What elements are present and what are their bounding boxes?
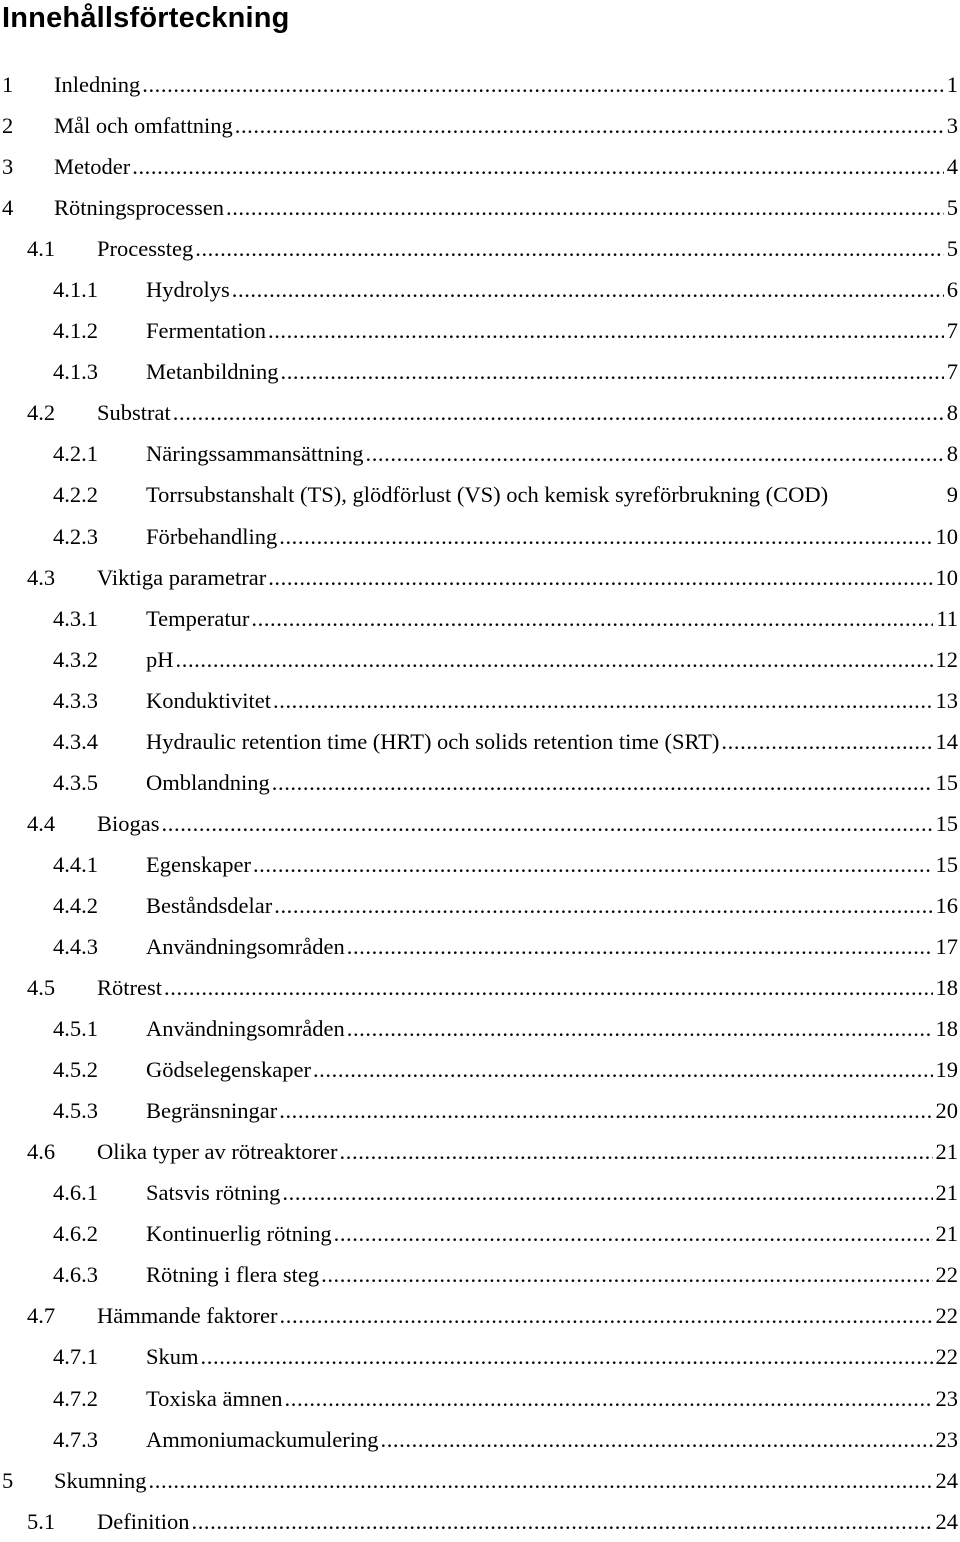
toc-entry-title: Mål och omfattning — [54, 105, 233, 146]
toc-entry[interactable] — [0, 1254, 960, 1295]
toc-entry-title: Skumning — [54, 1460, 147, 1501]
toc-dot-leader — [176, 639, 933, 680]
toc-entry-title: Inledning — [54, 64, 140, 105]
toc-entry[interactable] — [0, 680, 960, 721]
toc-entry-number: 4.3.3 — [0, 680, 146, 721]
toc-entry-title: Ammoniumackumulering — [146, 1419, 378, 1460]
toc-entry-number: 4.3.2 — [0, 639, 146, 680]
toc-dot-leader — [268, 557, 932, 598]
toc-dot-leader — [142, 64, 944, 105]
toc-entry-title: Temperatur — [146, 598, 249, 639]
toc-entry-page-number: 23 — [936, 1419, 960, 1460]
toc-entry-number: 4.3.4 — [0, 721, 146, 762]
toc-entry-page-number: 22 — [936, 1336, 960, 1377]
toc-dot-leader — [334, 1213, 933, 1254]
toc-entry-title: Kontinuerlig rötning — [146, 1213, 332, 1254]
toc-entry-number: 4.2.2 — [0, 474, 146, 515]
toc-dot-leader — [340, 1131, 933, 1172]
toc-entry[interactable] — [0, 1295, 960, 1336]
toc-entry[interactable] — [0, 1008, 960, 1049]
toc-entry[interactable] — [0, 1172, 960, 1213]
toc-entry[interactable] — [0, 1049, 960, 1090]
toc-entry-page-number: 22 — [936, 1254, 960, 1295]
toc-entry-page-number: 12 — [936, 639, 960, 680]
toc-entry-number: 4.2.3 — [0, 516, 146, 557]
toc-entry-title: Egenskaper — [146, 844, 251, 885]
toc-entry-page-number: 14 — [936, 721, 960, 762]
toc-dot-leader — [268, 310, 944, 351]
toc-entry-number: 4.3 — [0, 557, 97, 598]
toc-entry-title: Metoder — [54, 146, 130, 187]
toc-entry-page-number: 8 — [947, 433, 960, 474]
toc-entry-title: Skum — [146, 1336, 199, 1377]
toc-entry[interactable] — [0, 433, 960, 474]
toc-entry-number: 4.4.3 — [0, 926, 146, 967]
toc-entry-page-number: 15 — [936, 762, 960, 803]
toc-entry-number: 5 — [0, 1460, 54, 1501]
toc-entry[interactable] — [0, 598, 960, 639]
toc-dot-leader — [173, 392, 944, 433]
toc-dot-leader — [191, 1501, 932, 1542]
toc-entry[interactable] — [0, 639, 960, 680]
toc-dot-leader — [149, 1460, 933, 1501]
toc-entry-page-number: 3 — [947, 105, 960, 146]
toc-entry-page-number: 5 — [947, 228, 960, 269]
toc-dot-leader — [164, 967, 933, 1008]
toc-dot-leader — [380, 1419, 932, 1460]
toc-entry-title: Hydraulic retention time (HRT) och solids retention time (SRT) — [146, 721, 719, 762]
toc-dot-leader — [195, 228, 944, 269]
toc-entry[interactable] — [0, 310, 960, 351]
toc-entry-page-number: 21 — [936, 1213, 960, 1254]
toc-entry-number: 4.7.2 — [0, 1378, 146, 1419]
toc-entry-page-number: 22 — [936, 1295, 960, 1336]
toc-entry-number: 4.2.1 — [0, 433, 146, 474]
toc-entry[interactable] — [0, 967, 960, 1008]
toc-entry[interactable] — [0, 1090, 960, 1131]
toc-entry[interactable] — [0, 885, 960, 926]
toc-entry-title: Olika typer av rötreaktorer — [97, 1131, 338, 1172]
toc-entry-title: Viktiga parametrar — [97, 557, 266, 598]
toc-entry-page-number: 21 — [936, 1172, 960, 1213]
toc-entry-title: Rötrest — [97, 967, 162, 1008]
toc-entry-title: Rötningsprocessen — [54, 187, 224, 228]
toc-entry[interactable] — [0, 1213, 960, 1254]
toc-entry-title: Användningsområden — [146, 926, 345, 967]
toc-entry-page-number: 24 — [936, 1501, 960, 1542]
toc-dot-leader — [226, 187, 944, 228]
toc-entry-number: 4.2 — [0, 392, 97, 433]
toc-entry-title: Rötning i flera steg — [146, 1254, 319, 1295]
toc-entry-number: 2 — [0, 105, 54, 146]
toc-entry-number: 4.7.1 — [0, 1336, 146, 1377]
toc-entry-number: 4 — [0, 187, 54, 228]
toc-dot-leader — [272, 762, 933, 803]
toc-entry[interactable] — [0, 1131, 960, 1172]
toc-dot-leader — [347, 926, 933, 967]
toc-entry-page-number: 19 — [936, 1049, 960, 1090]
toc-entry-title: Torrsubstanshalt (TS), glödförlust (VS) och kemisk syreförbrukning (COD) — [146, 474, 828, 515]
toc-dot-leader — [253, 844, 933, 885]
toc-entry-title: pH — [146, 639, 174, 680]
toc-dot-leader — [162, 803, 933, 844]
toc-entry-number: 4.6.1 — [0, 1172, 146, 1213]
toc-entry-page-number: 8 — [947, 392, 960, 433]
toc-dot-leader — [273, 680, 933, 721]
toc-entry-number: 4.3.1 — [0, 598, 146, 639]
toc-entry-page-number: 10 — [936, 557, 960, 598]
toc-dot-leader — [721, 721, 932, 762]
toc-entry-number: 4.5.2 — [0, 1049, 146, 1090]
toc-entry-page-number: 18 — [936, 1008, 960, 1049]
toc-entry-page-number: 1 — [947, 64, 960, 105]
toc-entry-page-number: 15 — [936, 803, 960, 844]
toc-entry-page-number: 24 — [936, 1460, 960, 1501]
toc-entry-number: 4.1 — [0, 228, 97, 269]
toc-entry[interactable] — [0, 844, 960, 885]
toc-entry-number: 4.5.1 — [0, 1008, 146, 1049]
toc-entry-number: 4.3.5 — [0, 762, 146, 803]
toc-entry-number: 4.7.3 — [0, 1419, 146, 1460]
toc-entry[interactable] — [0, 269, 960, 310]
toc-entry-title: Beståndsdelar — [146, 885, 272, 926]
toc-entry[interactable] — [0, 1419, 960, 1460]
toc-entry-number: 4.7 — [0, 1295, 97, 1336]
toc-entry-number: 4.6 — [0, 1131, 97, 1172]
toc-entry-page-number: 7 — [947, 351, 960, 392]
toc-entry-title: Begränsningar — [146, 1090, 277, 1131]
toc-entry[interactable] — [0, 64, 960, 105]
toc-entry[interactable] — [0, 926, 960, 967]
toc-entry-title: Hydrolys — [146, 269, 230, 310]
toc-entry-title: Definition — [97, 1501, 189, 1542]
toc-dot-leader — [251, 598, 933, 639]
toc-entry-page-number: 20 — [936, 1090, 960, 1131]
toc-entry[interactable] — [0, 187, 960, 228]
toc-entry-number: 4.4 — [0, 803, 97, 844]
toc-dot-leader — [235, 105, 944, 146]
toc-entry-title: Konduktivitet — [146, 680, 271, 721]
toc-entry-page-number: 7 — [947, 310, 960, 351]
toc-entry-title: Användningsområden — [146, 1008, 345, 1049]
toc-entry-number: 4.4.1 — [0, 844, 146, 885]
toc-entry-title: Substrat — [97, 392, 171, 433]
toc-entry-page-number: 17 — [936, 926, 960, 967]
toc-entry-title: Gödselegenskaper — [146, 1049, 311, 1090]
toc-entry-title: Satsvis rötning — [146, 1172, 280, 1213]
toc-entry-title: Processteg — [97, 228, 193, 269]
toc-entry-number: 4.6.3 — [0, 1254, 146, 1295]
toc-entry[interactable] — [0, 146, 960, 187]
toc-entry-number: 5.1 — [0, 1501, 97, 1542]
toc-entry-page-number: 10 — [936, 516, 960, 557]
toc-entry[interactable] — [0, 351, 960, 392]
toc-entry-page-number: 4 — [947, 146, 960, 187]
toc-entry-title: Hämmande faktorer — [97, 1295, 278, 1336]
toc-entry-page-number: 6 — [947, 269, 960, 310]
toc-entry-number: 4.1.2 — [0, 310, 146, 351]
toc-dot-leader — [365, 433, 943, 474]
toc-dot-leader — [132, 146, 944, 187]
toc-entry[interactable] — [0, 1501, 960, 1542]
toc-dot-leader — [280, 1295, 933, 1336]
toc-dot-leader — [232, 269, 944, 310]
toc-entry[interactable] — [0, 105, 960, 146]
toc-entry-page-number: 23 — [936, 1378, 960, 1419]
toc-entry-number: 4.1.1 — [0, 269, 146, 310]
toc-entry[interactable] — [0, 392, 960, 433]
toc-dot-leader — [274, 885, 932, 926]
toc-entry[interactable] — [0, 721, 960, 762]
toc-entry-number: 4.5.3 — [0, 1090, 146, 1131]
toc-entry[interactable] — [0, 1336, 960, 1377]
toc-dot-leader — [285, 1378, 933, 1419]
toc-heading: Innehållsförteckning — [2, 0, 290, 36]
toc-dot-leader — [279, 516, 932, 557]
toc-entry-page-number: 16 — [936, 885, 960, 926]
toc-dot-leader — [282, 1172, 932, 1213]
toc-entry-page-number: 18 — [936, 967, 960, 1008]
toc-entry-page-number: 5 — [947, 187, 960, 228]
toc-entry-number: 1 — [0, 64, 54, 105]
toc-entry-page-number: 13 — [936, 680, 960, 721]
toc-entry-number: 4.4.2 — [0, 885, 146, 926]
toc-entry-number: 4.6.2 — [0, 1213, 146, 1254]
toc-entry-page-number: 15 — [936, 844, 960, 885]
toc-entry[interactable] — [0, 1378, 960, 1419]
toc-entry[interactable] — [0, 557, 960, 598]
toc-entry[interactable] — [0, 228, 960, 269]
toc-dot-leader — [313, 1049, 933, 1090]
toc-entry-title: Förbehandling — [146, 516, 277, 557]
toc-entry[interactable] — [0, 516, 960, 557]
toc-dot-leader — [347, 1008, 933, 1049]
toc-entry-title: Näringssammansättning — [146, 433, 363, 474]
toc-dot-leader — [279, 1090, 932, 1131]
toc-entry-page-number: 9 — [941, 474, 960, 515]
toc-dot-leader — [321, 1254, 932, 1295]
toc-entry-page-number: 21 — [936, 1131, 960, 1172]
toc-entry-title: Fermentation — [146, 310, 266, 351]
toc-entry-page-number: 11 — [936, 598, 960, 639]
toc-entry-number: 4.1.3 — [0, 351, 146, 392]
toc-entry[interactable] — [0, 474, 960, 515]
toc-entry-title: Omblandning — [146, 762, 270, 803]
toc-entry-title: Toxiska ämnen — [146, 1378, 283, 1419]
table-of-contents — [0, 64, 960, 1542]
toc-entry-number: 4.5 — [0, 967, 97, 1008]
toc-entry-title: Metanbildning — [146, 351, 278, 392]
toc-entry[interactable] — [0, 803, 960, 844]
toc-dot-leader — [280, 351, 943, 392]
toc-entry-number: 3 — [0, 146, 54, 187]
toc-entry[interactable] — [0, 1460, 960, 1501]
toc-entry-title: Biogas — [97, 803, 160, 844]
toc-entry[interactable] — [0, 762, 960, 803]
toc-dot-leader — [201, 1336, 933, 1377]
